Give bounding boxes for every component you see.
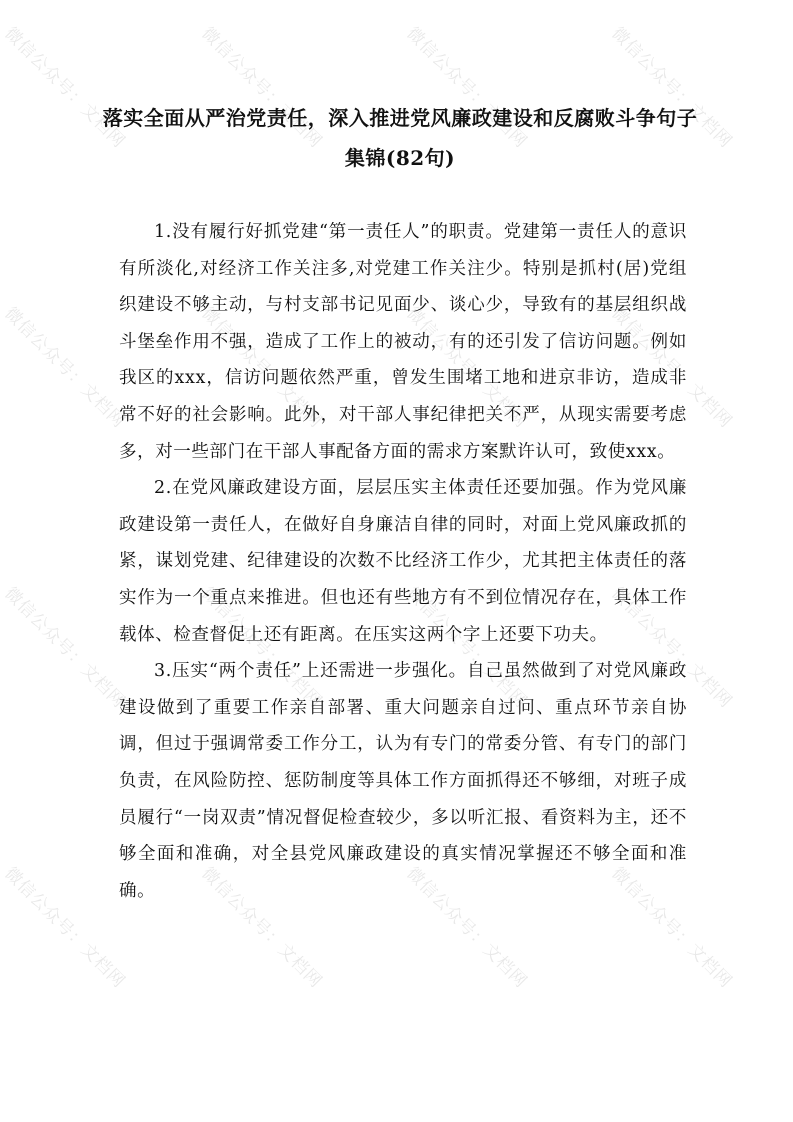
paragraph-1: 1.没有履行好抓党建“第一责任人”的职责。党建第一责任人的意识有所淡化,对经济工作关注多,对党建工作关注少。特别是抓村(居)党组织建设不够主动，与村支部书记见面少、谈心少，导致有的基层组织战斗堡垒作用不强，造成了工作上的被动，有的还引发了信访问题。例如我区的xxx，信访问题依然严重，曾发生围堵工地和进京非访，造成非常不好的社会影响。此外，对干部人事纪律把关不严，从现实需要考虑多，对一些部门在干部人事配备方面的需求方案默许认可，致使xxx。 [119, 222, 687, 462]
watermark-text: 微信公众号：文档网 [0, 23, 130, 153]
watermark-text: 微信公众号：文档网 [0, 863, 130, 993]
watermark-text: 微信公众号：文档网 [402, 583, 532, 713]
watermark-text: 微信公众号：文档网 [607, 583, 737, 713]
watermark-text: 微信公众号：文档网 [402, 23, 532, 153]
watermark-text: 微信公众号：文档网 [402, 303, 532, 433]
watermark-text: 微信公众号：文档网 [0, 303, 130, 433]
watermark-text: 微信公众号：文档网 [607, 303, 737, 433]
watermark-text: 微信公众号：文档网 [197, 583, 327, 713]
watermark-text: 微信公众号：文档网 [197, 863, 327, 993]
watermark-text: 微信公众号：文档网 [402, 863, 532, 993]
watermark-text: 微信公众号：文档网 [607, 23, 737, 153]
paragraph-2: 2.在党风廉政建设方面，层层压实主体责任还要加强。作为党风廉政建设第一责任人，在做好自身廉洁自律的同时，对面上党风廉政抓的紧，谋划党建、纪律建设的次数不比经济工作少，尤其把主体责任的落实作为一个重点来推进。但也还有些地方有不到位情况存在，具体工作载体、检查督促上还有距离。在压实这两个字上还要下功夫。 [119, 478, 687, 645]
watermark-text: 微信公众号：文档网 [0, 583, 130, 713]
watermark-text: 微信公众号：文档网 [607, 863, 737, 993]
paragraph-3: 3.压实“两个责任”上还需进一步强化。自己虽然做到了对党风廉政建设做到了重要工作亲自部署、重大问题亲自过问、重点环节亲自协调，但过于强调常委工作分工，认为有专门的常委分管、有专门的部门负责，在风险防控、惩防制度等具体工作方面抓得还不够细，对班子成员履行“一岗双责”情况督促检查较少，多以听汇报、看资料为主，还不够全面和准确，对全县党风廉政建设的真实情况掌握还不够全面和准确。 [119, 661, 687, 901]
watermark-text: 微信公众号：文档网 [197, 23, 327, 153]
watermark-text: 微信公众号：文档网 [197, 303, 327, 433]
document-title: 落实全面从严治党责任，深入推进党风廉政建设和反腐败斗争句子集锦(82句) [102, 106, 698, 170]
document-body [119, 214, 687, 909]
